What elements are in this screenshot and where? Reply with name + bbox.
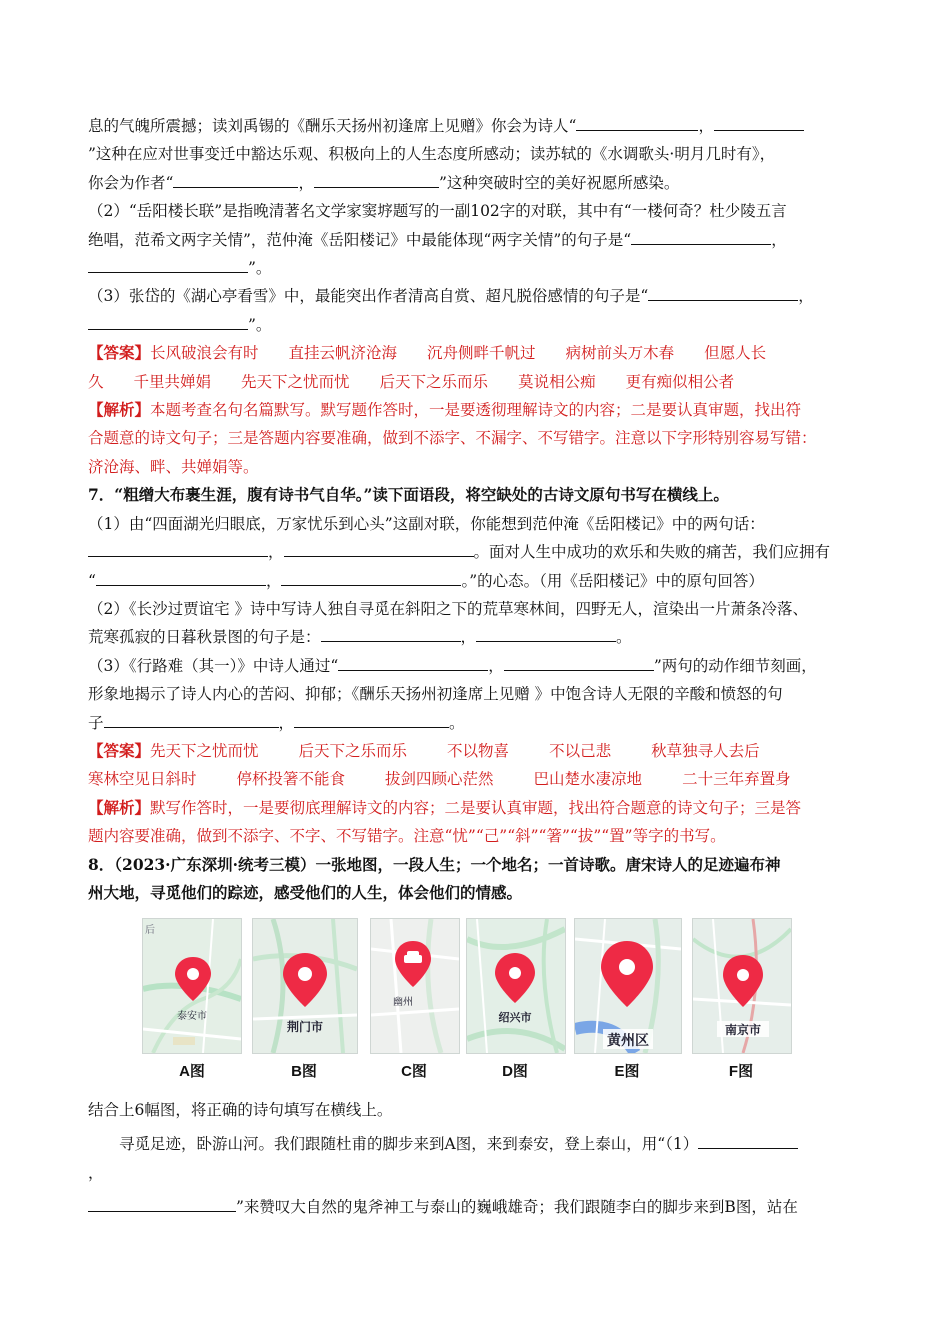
text-line bbox=[88, 652, 868, 680]
text: ， bbox=[265, 571, 282, 590]
text-line bbox=[88, 538, 868, 566]
text-line bbox=[88, 254, 868, 282]
map-e bbox=[574, 918, 682, 1054]
text: 寻觅足迹，卧游山河。我们跟随杜甫的脚步来到A图，来到泰安，登上泰山，用“（1） bbox=[119, 1135, 699, 1154]
text: 子 bbox=[88, 713, 104, 732]
text: ， bbox=[278, 713, 295, 732]
text: （3）张岱的《湖心亭看雪》中，最能突出作者清高自赏、超凡脱俗感情的句子是“ bbox=[88, 287, 649, 306]
answer-blank[interactable] bbox=[576, 112, 698, 131]
text-line bbox=[88, 197, 868, 225]
map-caption: B图 bbox=[291, 1063, 317, 1080]
text: 本题考查名句名篇默写。默写题作答时，一是要透彻理解诗文的内容；二是要认真审题，找出符 bbox=[150, 401, 802, 420]
answer-blank[interactable] bbox=[321, 623, 461, 642]
answer-blank[interactable] bbox=[504, 652, 654, 671]
question-title bbox=[88, 851, 868, 879]
answer-blank[interactable] bbox=[338, 652, 488, 671]
answer-line bbox=[88, 339, 868, 367]
map-caption: E图 bbox=[614, 1063, 640, 1080]
answer-item: 久 bbox=[88, 372, 104, 391]
map-gallery bbox=[142, 918, 802, 1078]
answer-blank[interactable] bbox=[88, 254, 248, 273]
answer-item: 沉舟侧畔千帆过 bbox=[427, 344, 536, 363]
document-body bbox=[88, 112, 868, 907]
text-line bbox=[88, 709, 868, 737]
text: 。 bbox=[616, 628, 632, 647]
map-caption: C图 bbox=[401, 1063, 427, 1080]
map-city-label: 荆门市 bbox=[286, 1020, 324, 1034]
map-city-label: 幽州 bbox=[393, 997, 413, 1008]
answer-item: 秋草独寻人去后 bbox=[651, 741, 760, 760]
corner-label: 后 bbox=[145, 925, 155, 936]
text: 合题意的诗文句子；三是答题内容要准确，做到不添字、不漏字、不写错字。注意以下字形特别容易写错： bbox=[88, 429, 817, 448]
text: ”。 bbox=[248, 315, 272, 334]
text-line bbox=[88, 510, 868, 538]
text-line bbox=[88, 169, 868, 197]
answer-line bbox=[88, 368, 868, 396]
answer-blank[interactable] bbox=[88, 311, 248, 330]
text: （1）由“四面湖光归眼底，万家忧乐到心头”这副对联，你能想到范仲淹《岳阳楼记》中的两句话： bbox=[88, 514, 765, 533]
answer-blank[interactable] bbox=[631, 226, 771, 245]
question-title bbox=[88, 879, 868, 907]
answer-item: 停杯投箸不能食 bbox=[236, 770, 346, 789]
answer-line bbox=[88, 737, 868, 765]
map-city-label: 绍兴市 bbox=[498, 1011, 532, 1024]
answer-tag: 【答案】 bbox=[88, 740, 151, 760]
text: 。”的心态。（用《岳阳楼记》中的原句回答） bbox=[461, 571, 764, 590]
map-caption: A图 bbox=[179, 1063, 205, 1080]
text-line bbox=[88, 680, 868, 708]
text-line bbox=[88, 1193, 868, 1221]
analysis-line bbox=[88, 424, 868, 452]
answer-item: 拔剑四顾心茫然 bbox=[385, 770, 494, 789]
answer-tag: 【答案】 bbox=[88, 343, 151, 363]
analysis-line bbox=[88, 794, 868, 822]
map-caption: D图 bbox=[502, 1063, 528, 1080]
text-line bbox=[88, 1159, 868, 1187]
answer-blank[interactable] bbox=[648, 282, 798, 301]
map-city-label: 泰安市 bbox=[177, 1011, 207, 1022]
answer-item: 寒林空见日斜时 bbox=[88, 770, 197, 789]
text: 你会为作者“ bbox=[88, 173, 174, 192]
text: ”来赞叹大自然的鬼斧神工与泰山的巍峨雄奇；我们跟随李白的脚步来到B图，站在 bbox=[236, 1198, 798, 1217]
text: ， bbox=[698, 117, 714, 135]
text: “ bbox=[88, 571, 96, 590]
text: ， bbox=[488, 656, 504, 675]
text: 。面对人生中成功的欢乐和失败的痛苦，我们应拥有 bbox=[473, 543, 831, 562]
text: 。 bbox=[449, 713, 465, 732]
answer-item: 二十三年弃置身 bbox=[682, 770, 791, 789]
text: 荒寒孤寂的日暮秋景图的句子是： bbox=[88, 628, 321, 647]
text: 州大地，寻觅他们的踪迹，感受他们的人生，体会他们的情感。 bbox=[88, 882, 523, 902]
text-line bbox=[88, 282, 868, 310]
map-c bbox=[370, 918, 460, 1054]
text: 题内容要准确，做到不添字、不字、不写错字。注意“忧”“己”“斜”“箸”“拔”“置”等字的书写。 bbox=[88, 827, 726, 846]
text: ”这种突破时空的美好祝愿所感染。 bbox=[438, 173, 680, 192]
analysis-tag: 【解析】 bbox=[88, 400, 151, 420]
text: 形象地揭示了诗人内心的苦闷、抑郁；《酬乐天扬州初逢席上见赠 》中饱含诗人无限的辛酸和愤怒的句 bbox=[88, 685, 783, 704]
map-a bbox=[142, 918, 242, 1054]
text-line bbox=[88, 1096, 868, 1124]
answer-blank[interactable] bbox=[698, 1130, 798, 1149]
text-line bbox=[88, 226, 868, 254]
map-city-label: 南京市 bbox=[724, 1023, 762, 1037]
answer-item: 千里共婵娟 bbox=[133, 372, 212, 391]
text-line bbox=[88, 140, 868, 168]
text-line bbox=[88, 1130, 868, 1158]
text: ， bbox=[798, 287, 814, 306]
text: ， bbox=[771, 230, 787, 249]
analysis-line bbox=[88, 453, 868, 481]
map-caption: F图 bbox=[728, 1063, 754, 1080]
text-line bbox=[88, 595, 868, 623]
text: ”两句的动作细节刻画， bbox=[653, 656, 817, 675]
text: 默写作答时，一是要彻底理解诗文的内容；二是要认真审题，找出符合题意的诗文句子；三是答 bbox=[150, 798, 802, 817]
text: （2）《长沙过贾谊宅 》诗中写诗人独自寻觅在斜阳之下的荒草寒林间，四野无人，渲染出一片萧条冷落、 bbox=[88, 599, 809, 618]
text-line bbox=[88, 567, 868, 595]
analysis-tag: 【解析】 bbox=[88, 797, 151, 817]
answer-blank[interactable] bbox=[476, 623, 616, 642]
answer-blank[interactable] bbox=[88, 538, 268, 557]
answer-item: 直挂云帆济沧海 bbox=[288, 344, 398, 363]
question-title bbox=[88, 481, 868, 509]
text: 息的气魄所震撼；读刘禹锡的《酬乐天扬州初逢席上见赠》你会为诗人“ bbox=[88, 117, 577, 135]
answer-item: 不以物喜 bbox=[447, 741, 510, 760]
answer-line bbox=[88, 765, 868, 793]
answer-blank[interactable] bbox=[104, 709, 279, 728]
answer-item: 巴山楚水凄凉地 bbox=[533, 770, 643, 789]
text: ， bbox=[88, 1163, 104, 1182]
answer-blank[interactable] bbox=[88, 1193, 236, 1212]
text: ， bbox=[460, 628, 477, 647]
text: （3）《行路难（其一）》中诗人通过“ bbox=[88, 656, 339, 675]
answer-item: 后天下之乐而乐 bbox=[379, 372, 489, 391]
text-line bbox=[88, 623, 868, 651]
map-b bbox=[252, 918, 358, 1054]
answer-item: 莫说相公痴 bbox=[518, 372, 596, 391]
answer-blank[interactable] bbox=[281, 567, 461, 586]
text: 绝唱，范希文两字关情”，范仲淹《岳阳楼记》中最能体现“两字关情”的句子是“ bbox=[88, 230, 632, 249]
answer-item: 更有痴似相公者 bbox=[625, 372, 735, 391]
text: ”这种在应对世事变迁中豁达乐观、积极向上的人生态度所感动；读苏轼的《水调歌头·明月几时有》， bbox=[88, 145, 776, 164]
text-line bbox=[88, 311, 868, 339]
answer-blank[interactable] bbox=[294, 709, 449, 728]
map-f bbox=[692, 918, 792, 1054]
answer-item: 长风破浪会有时 bbox=[150, 344, 259, 363]
text-line bbox=[88, 112, 868, 140]
map-d bbox=[466, 918, 566, 1054]
analysis-line bbox=[88, 822, 868, 850]
analysis-line bbox=[88, 396, 868, 424]
text: ， bbox=[268, 543, 284, 562]
answer-item: 但愿人长 bbox=[704, 344, 767, 363]
text: ， bbox=[298, 173, 314, 192]
text: （2）“岳阳楼长联”是指晚清著名文学家窦垿题写的一副102字的对联，其中有“一楼何奇？杜少陵五言 bbox=[88, 202, 787, 221]
answer-blank[interactable] bbox=[314, 169, 439, 188]
text: 7．“粗缯大布裹生涯，腹有诗书气自华。”读下面语段，将空缺处的古诗文原句书写在横线上。 bbox=[88, 485, 729, 505]
answer-item: 先天下之忧而忧 bbox=[150, 741, 259, 760]
answer-item: 不以己悲 bbox=[549, 741, 612, 760]
text: 济沧海、畔、共婵娟等。 bbox=[88, 457, 259, 476]
answer-item: 后天下之乐而乐 bbox=[298, 741, 408, 760]
answer-blank[interactable] bbox=[96, 567, 266, 586]
map-city-label: 黄州区 bbox=[607, 1033, 649, 1049]
answer-blank[interactable] bbox=[714, 112, 804, 131]
answer-item: 先天下之忧而忧 bbox=[241, 372, 350, 391]
text: 结合上6幅图，将正确的诗句填写在横线上。 bbox=[88, 1101, 393, 1119]
text: 8．（2023·广东深圳·统考三模）一张地图，一段人生；一个地名；一首诗歌。唐宋诗人的足迹遍布神 bbox=[88, 854, 781, 874]
text: ”。 bbox=[248, 259, 272, 278]
answer-blank[interactable] bbox=[173, 169, 298, 188]
bottom-text bbox=[88, 1096, 868, 1222]
answer-blank[interactable] bbox=[284, 538, 474, 557]
answer-item: 病树前头万木春 bbox=[565, 344, 675, 363]
